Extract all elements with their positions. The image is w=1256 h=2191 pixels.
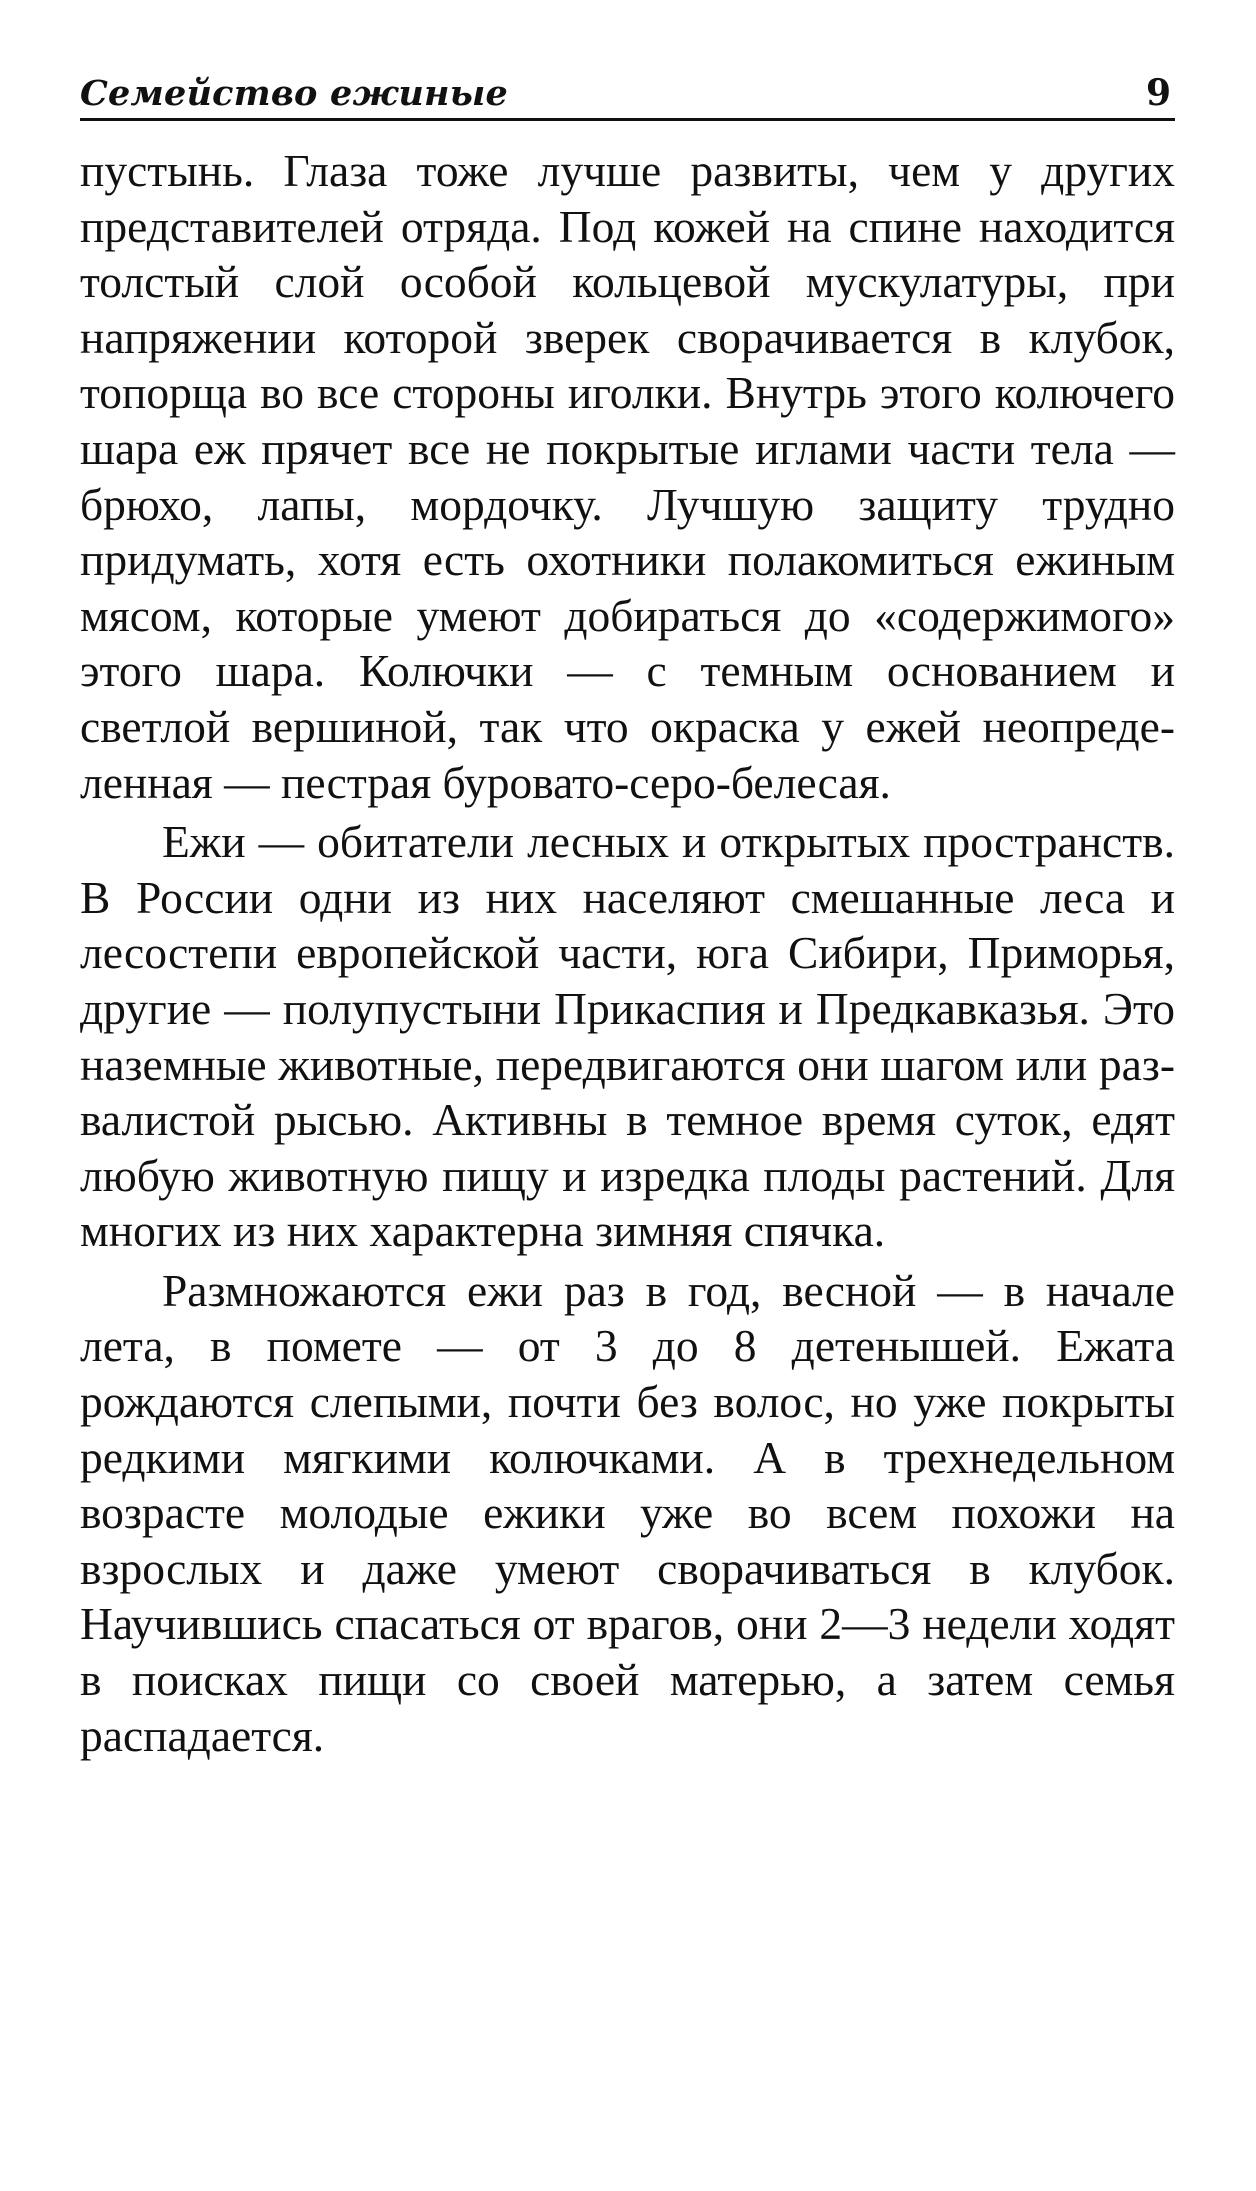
text-body — [80, 143, 1175, 1763]
paragraph-3: Размножаются ежи раз в год, весной — в начале лета, в помете — от 3 до 8 детенышей. Ежата рождаются слепыми, почти без волос, но уже покрыты редкими мягкими колючками. А в трехнедельном возрасте молодые ежики уже во всем похожи на взрослых и даже умеют сворачиваться в клубок. Научившись спасаться от врагов, они 2—3 недели ходят в поисках пищи со своей матерью, а затем семья распадается. — [80, 1264, 1175, 1761]
chapter-title: Семейство ежиные — [80, 73, 508, 114]
paragraph-1: пустынь. Глаза тоже лучше развиты, чем у других представителей отряда. Под кожей на спине находится толстый слой особой кольцевой мускулатуры, при напряжении которой зверек сворачивается в клубок, топорща во все стороны иголки. Внутрь этого колючего шара еж прячет все не покрытые иглами части тела — брюхо, лапы, мордочку. Лучшую защиту трудно придумать, хотя есть охотники полакомиться ежиным мясом, которые умеют добираться до «содержимого» этого шара. Колючки — с темным основанием и светлой вершиной, так что окраска у ежей неопределенная — пестрая буровато-серо-белесая. — [80, 145, 1175, 808]
book-page — [80, 62, 1175, 1763]
paragraph-2: Ежи — обитатели лесных и открытых пространств. В России одни из них населяют смешанные леса и лесостепи европейской части, юга Сибири, Приморья, другие — полупустыни Прикаспия и Предкавказья. Это наземные животные, передвигаются они шагом или развалистой рысью. Активны в темное время суток, едят любую животную пищу и изредка плоды растений. Для многих из них характерна зимняя спячка. — [80, 816, 1175, 1257]
running-header — [80, 62, 1175, 121]
page-number: 9 — [1145, 72, 1171, 114]
